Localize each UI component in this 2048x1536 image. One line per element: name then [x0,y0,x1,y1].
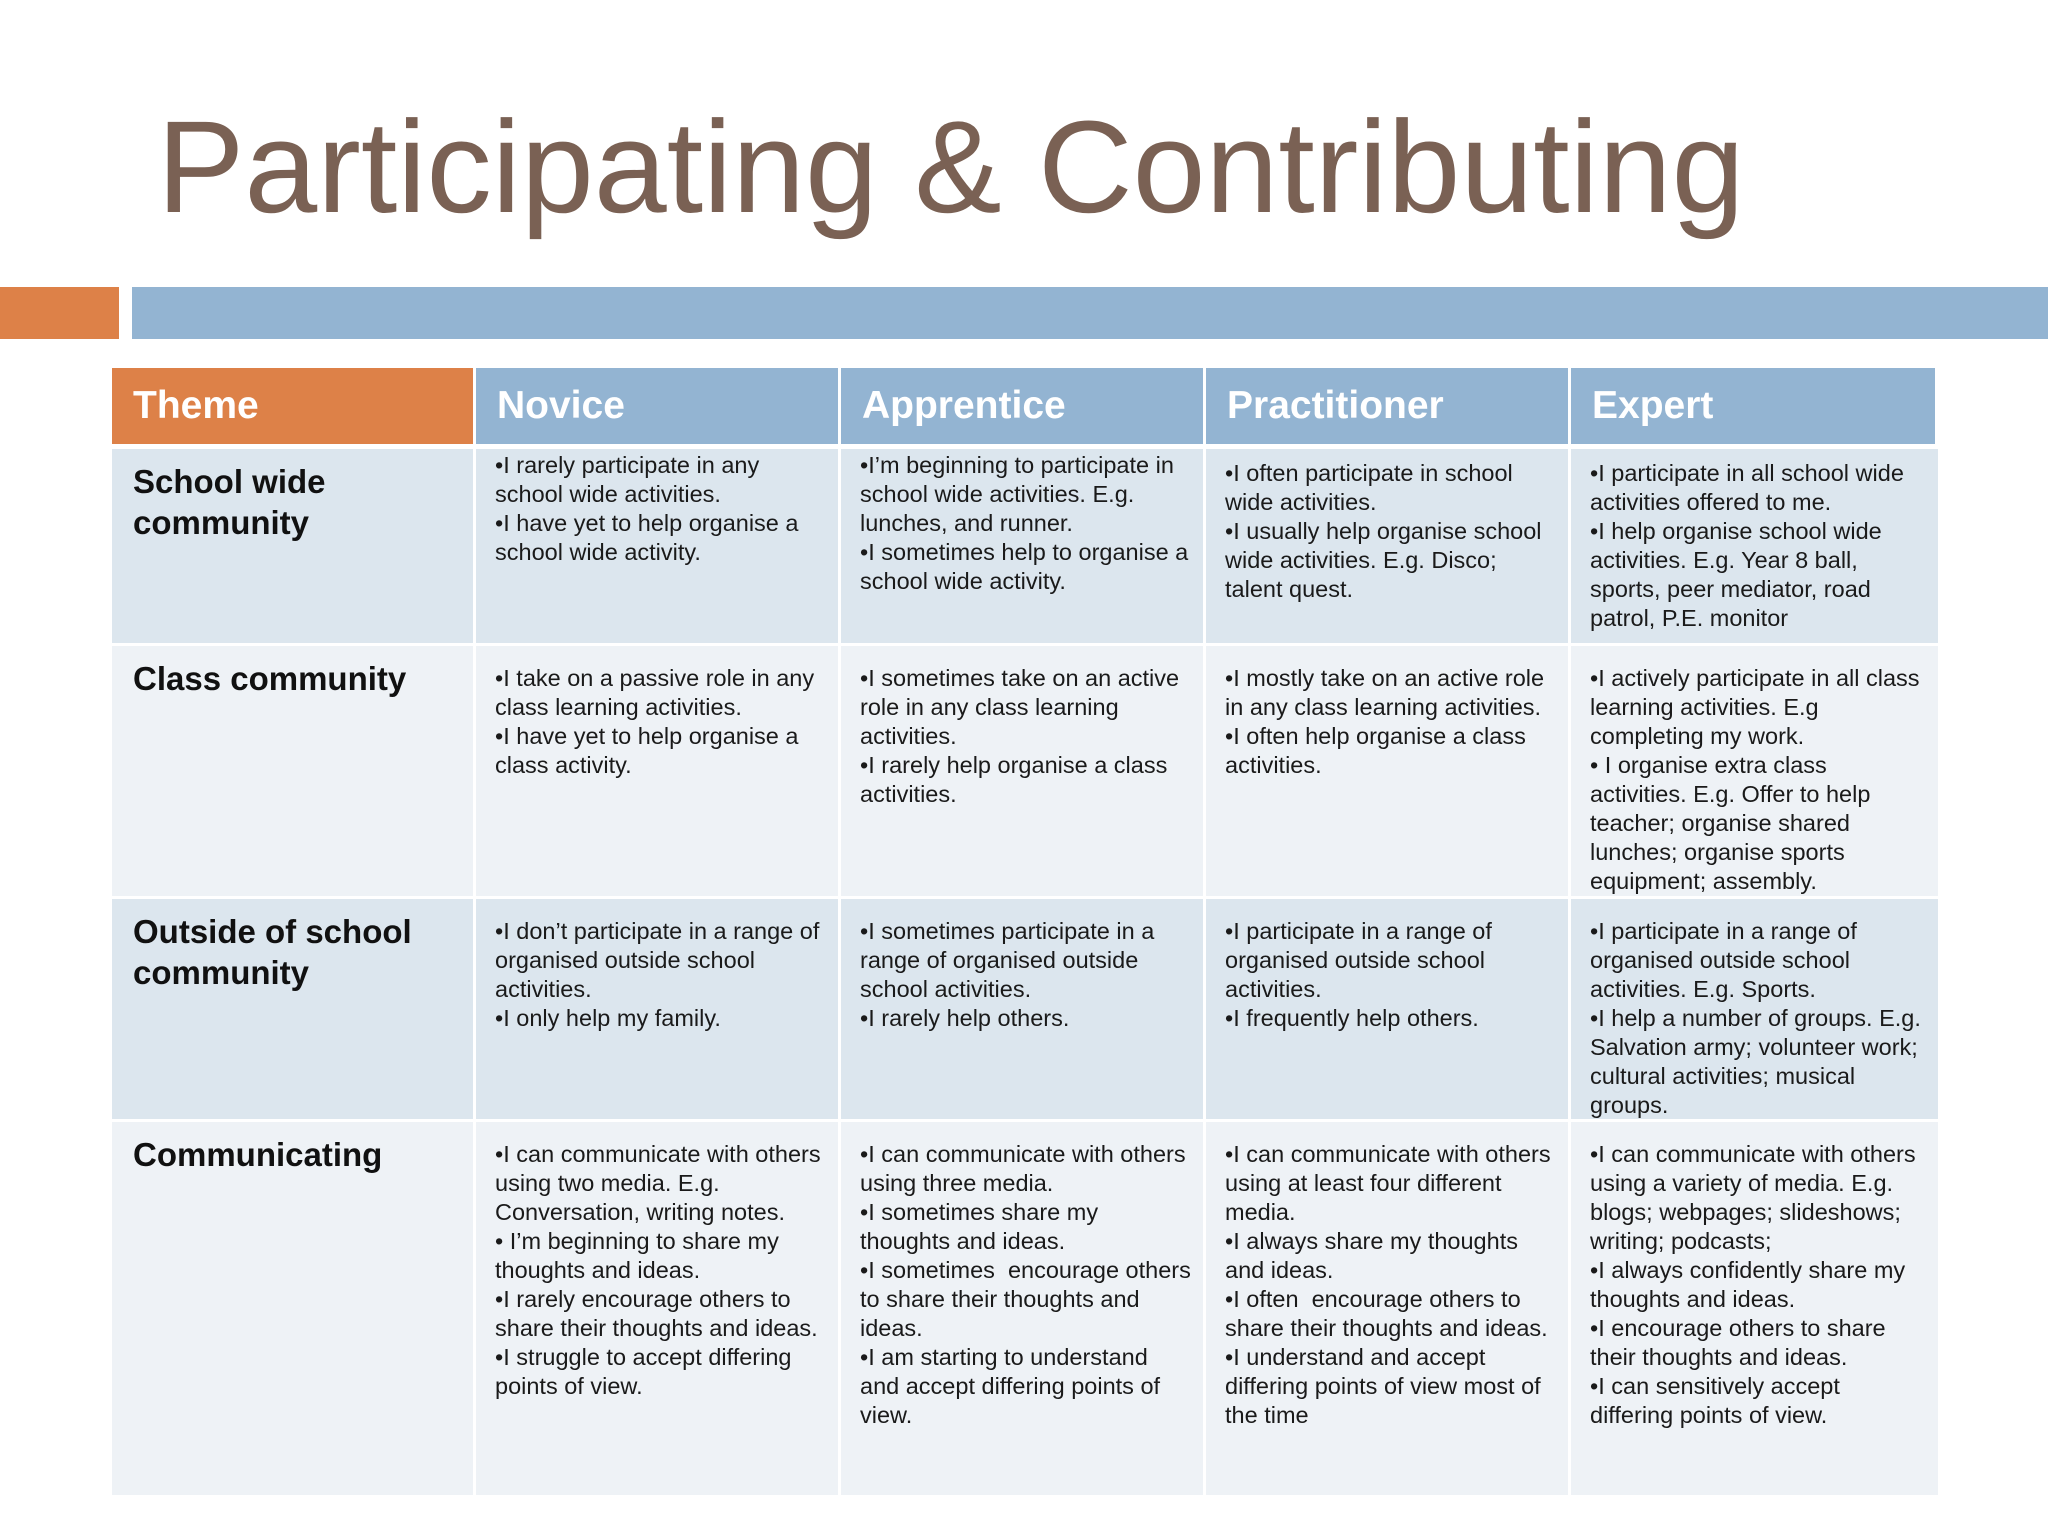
cell-expert [1571,449,1938,646]
slide-title: Participating & Contributing [157,93,1745,240]
header-practitioner: Practitioner [1206,368,1571,449]
descriptor: •I sometimes take on an active role in any class learning activities. [860,665,1186,749]
cell-expert [1571,1122,1938,1498]
descriptor: •I mostly take on an active role in any class learning activities. [1225,665,1551,720]
rubric-table [112,368,1938,1498]
cell-novice [476,899,841,1122]
theme-communicating: Communicating [112,1122,476,1498]
descriptor: •I only help my family. [495,1005,721,1031]
header-expert: Expert [1571,368,1938,449]
descriptor: •I often help organise a class activities. [1225,723,1533,778]
descriptor: •I rarely help others. [860,1005,1070,1031]
descriptor: •I participate in a range of organised outside school activities. E.g. Sports. [1590,918,1864,1002]
cell-apprentice [841,646,1206,899]
cell-expert [1571,899,1938,1122]
descriptor: •I struggle to accept differing points of view. [495,1344,799,1399]
cell-practitioner [1206,449,1571,646]
descriptor: •I can sensitively accept differing points of view. [1590,1373,1847,1428]
header-novice: Novice [476,368,841,449]
descriptor: •I sometimes participate in a range of organised outside school activities. [860,918,1161,1002]
descriptor: •I rarely participate in any school wide activities. [495,452,766,507]
descriptor: •I sometimes encourage others to share their thoughts and ideas. [860,1257,1198,1341]
accent-bar-orange [0,287,119,339]
descriptor: •I encourage others to share their thoughts and ideas. [1590,1315,1893,1370]
cell-novice [476,646,841,899]
cell-practitioner [1206,646,1571,899]
descriptor: •I participate in a range of organised outside school activities. [1225,918,1499,1002]
descriptor: •I have yet to help organise a class activity. [495,723,806,778]
descriptor: •I don’t participate in a range of organised outside school activities. [495,918,826,1002]
accent-bar-blue [132,287,2048,339]
descriptor: •I frequently help others. [1225,1005,1479,1031]
header-theme: Theme [112,368,476,449]
header-apprentice: Apprentice [841,368,1206,449]
descriptor: •I’m beginning to participate in school wide activities. E.g. lunches, and runner. [860,452,1181,536]
cell-apprentice [841,449,1206,646]
descriptor: •I often encourage others to share their thoughts and ideas. [1225,1286,1548,1341]
descriptor: •I always confidently share my thoughts and ideas. [1590,1257,1912,1312]
theme-outside-school: Outside of school community [112,899,476,1122]
descriptor: •I sometimes share my thoughts and ideas. [860,1199,1105,1254]
descriptor: •I sometimes help to organise a school wide activity. [860,539,1195,594]
descriptor: •I can communicate with others using two media. E.g. Conversation, writing notes. [495,1141,828,1225]
cell-expert [1571,646,1938,899]
descriptor: •I can communicate with others using at least four different media. [1225,1141,1558,1225]
descriptor: •I help a number of groups. E.g. Salvation army; volunteer work; cultural activities; musical groups. [1590,1005,1928,1118]
cell-practitioner [1206,1122,1571,1498]
descriptor: •I understand and accept differing points of view most of the time [1225,1344,1548,1428]
cell-novice [476,1122,841,1498]
descriptor: •I can communicate with others using three media. [860,1141,1193,1196]
descriptor: •I usually help organise school wide activities. E.g. Disco; talent quest. [1225,518,1549,602]
descriptor: •I actively participate in all class learning activities. E.g completing my work. [1590,665,1927,749]
descriptor: •I rarely encourage others to share their thoughts and ideas. [495,1286,818,1341]
cell-novice [476,449,841,646]
descriptor: •I rarely help organise a class activities. [860,752,1174,807]
descriptor: •I take on a passive role in any class learning activities. [495,665,821,720]
descriptor: • I organise extra class activities. E.g. Offer to help teacher; organise shared lunches; organise sports equipment; assembly. [1590,752,1877,894]
descriptor: •I am starting to understand and accept differing points of view. [860,1344,1167,1428]
theme-class-community: Class community [112,646,476,899]
cell-apprentice [841,899,1206,1122]
descriptor: •I always share my thoughts and ideas. [1225,1228,1525,1283]
descriptor: •I have yet to help organise a school wide activity. [495,510,806,565]
cell-practitioner [1206,899,1571,1122]
descriptor: •I often participate in school wide activities. [1225,460,1520,515]
descriptor: •I can communicate with others using a variety of media. E.g. blogs; webpages; slideshows; writing; podcasts; [1590,1141,1923,1254]
descriptor: • I’m beginning to share my thoughts and ideas. [495,1228,786,1283]
descriptor: •I participate in all school wide activities offered to me. [1590,460,1911,515]
theme-school-wide: School wide community [112,449,476,646]
descriptor: •I help organise school wide activities. E.g. Year 8 ball, sports, peer mediator, road patrol, P.E. monitor [1590,518,1889,631]
cell-apprentice [841,1122,1206,1498]
